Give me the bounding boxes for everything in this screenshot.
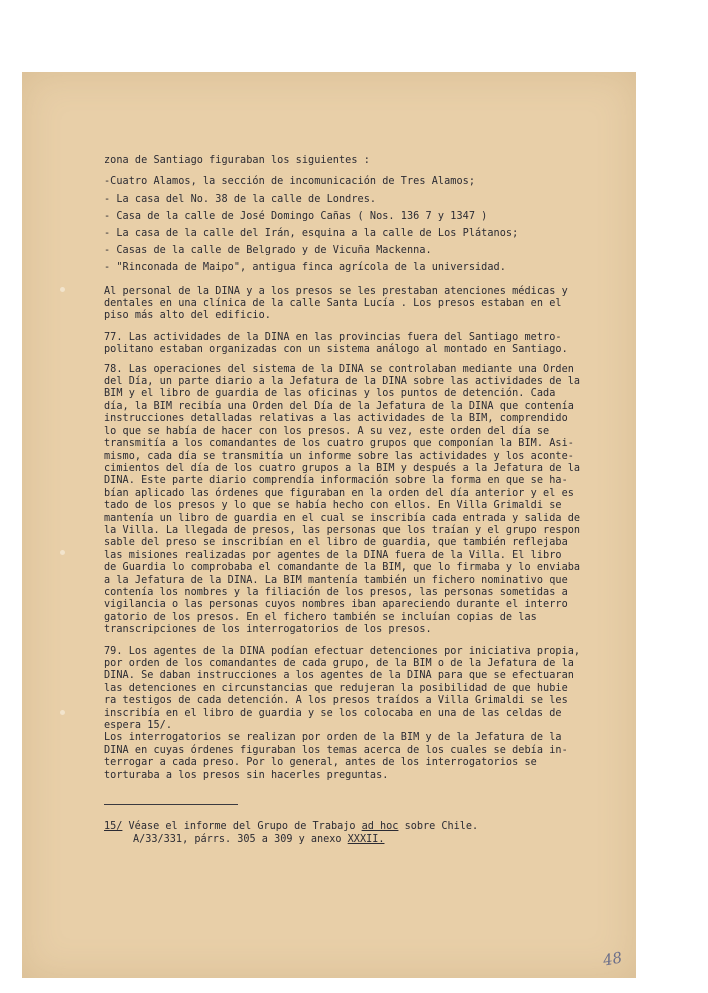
location-item: - La casa de la calle del Irán, esquina a la calle de Los Plátanos; [104,228,519,240]
paragraph-77: 77. Las actividades de la DINA en las provincias fuera del Santiago metro- politano estaban organizadas con un sistema análogo al montado en Santiago. [104,331,568,356]
location-item: - Casas de la calle de Belgrado y de Vicuña Mackenna. [104,245,432,257]
document-body [104,155,596,782]
intro-line: zona de Santiago figuraban los siguientes : [104,155,370,166]
location-item: - La casa del No. 38 de la calle de Londres. [104,193,377,205]
location-item: -Cuatro Alamos, la sección de incomunicación de Tres Alamos; [104,176,476,188]
paragraph-medical: Al personal de la DINA y a los presos se les prestaban atenciones médicas y dentales en una clínica de la calle Santa Lucía . Los presos estaban en el piso más alto del edificio. [104,285,568,322]
location-list [104,173,596,276]
punch-hole [60,287,65,292]
footnote-divider [104,804,238,805]
punch-hole [60,550,65,555]
paragraph-78: 78. Las operaciones del sistema de la DINA se controlaban mediante una Orden del Día, un parte diario a la Jefatura de la DINA sobre las actividades de la BIM y el libro de guardia de las oficinas y los puntos de detención. Cada día, la BIM recibía una Orden del Día de la Jefatura de la DINA que contenía instrucciones detalladas relativas a las actividades de la BIM, comprendido lo que se había de hacer con los presos. A su vez, este orden del día se transmitía a los comandantes de los cuatro grupos que componían la BIM. Asi- mismo, cada día se transmitía un informe sobre las actividades y los aconte- cimientos del día de los cuatro grupos a la BIM y después a la Jefatura de la DINA. Este parte diario comprendía información sobre la forma en que se ha- bían aplicado las órdenes que figuraban en la orden del día anterior y el es tado de los presos y lo que se había hecho con ellos. En Villa Grimaldi se mantenía un libro de guardia en el cual se inscribía cada entrada y salida de la Villa. La llegada de presos, las personas que los traían y el grupo respon sable del preso se inscribían en el libro de guardia, que también reflejaba las misiones realizadas por agentes de la DINA fuera de la Villa. El libro de Guardia lo comprobaba el comandante de la BIM, que lo firmaba y lo enviaba a la Jefatura de la DINA. La BIM mantenía también un fichero nominativo que contenía los nombres y la filiación de los presos, las personas sometidas a vigilancia o las personas cuyos nombres iban apareciendo durante el interro gatorio de los presos. En el fichero también se incluían copias de las transcripciones de los interrogatorios de los presos. [104,363,581,636]
location-item: - Casa de la calle de José Domingo Cañas ( Nos. 136 7 y 1347 ) [104,210,488,222]
paragraph-79: 79. Los agentes de la DINA podían efectuar detenciones por iniciativa propia, por orden de los comandantes de cada grupo, de la BIM o de la Jefatura de la DINA. Se daban instrucciones a los agentes de la DINA para que se efectuaran las detenciones en circunstancias que redujeran la posibilidad de que hubie ra testigos de cada detención. A los presos traídos a Villa Grimaldi se les inscribía en el libro de guardia y se los colocaba en una de las celdas de espera 15/. Los interrogatorios se realizan por orden de la BIM y de la Jefatura de la DINA en cuyas órdenes figuraban los temas acerca de los cuales se debía in- terrogar a cada preso. Por lo general, antes de los interrogatorios se torturaba a los presos sin hacerles preguntas. [104,645,581,781]
punch-hole [60,710,65,715]
footnote-mark: 15/ [104,821,123,832]
footnote: 15/ Véase el informe del Grupo de Trabajo ad hoc sobre Chile. A/33/331, párrs. 305 a 309 y anexo XXXII. [104,821,479,845]
location-item: - "Rinconada de Maipo", antigua finca agrícola de la universidad. [104,262,506,274]
handwritten-page-number: 48 [601,948,624,970]
